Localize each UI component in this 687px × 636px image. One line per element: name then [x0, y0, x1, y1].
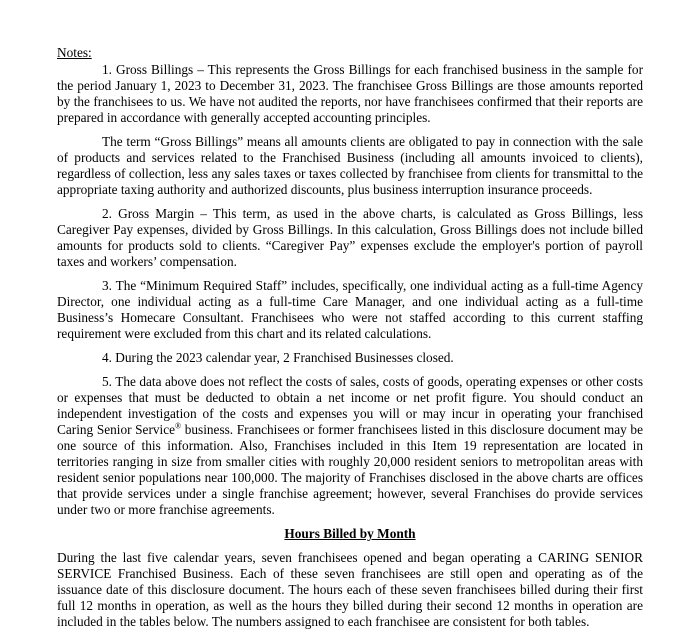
- gross-billings-definition-paragraph: The term “Gross Billings” means all amounts clients are obligated to pay in connection with the sale of products and services related to the Franchised Business (including all amounts invoiced to clients), regardless of collection, less any sales taxes or taxes collected by franchisee from clients for transmittal to the appropriate taxing authority and authorized discounts, plus business interruption insurance proceeds.: [57, 134, 643, 197]
- note-4-paragraph: 4. During the 2023 calendar year, 2 Franchised Businesses closed.: [102, 350, 454, 365]
- hours-billed-paragraph: During the last five calendar years, seven franchisees opened and began operating a CARING SENIOR SERVICE Franchised Business. Each of these seven franchisees are still open and operating as of the issuance date of this disclosure document. The hours each of these seven franchisees billed during their first full 12 months in operation, as well as the hours they billed during their second 12 months in operation are included in the tables below. The numbers assigned to each franchisee are consistent for both tables.: [57, 550, 643, 629]
- note-2-paragraph: 2. Gross Margin – This term, as used in the above charts, is calculated as Gross Billings, less Caregiver Pay expenses, divided by Gross Billings. In this calculation, Gross Billings does not include billed amounts for products sold to clients. “Caregiver Pay” expenses exclude the employer's portion of payroll taxes and workers’ compensation.: [57, 206, 643, 269]
- document-page: [57, 45, 643, 630]
- note-5-text-end: business. Franchisees or former franchisees listed in this disclosure document may be one source of this information. Also, Franchises included in this Item 19 representation are located in territories ranging in size from smaller cities with roughly 20,000 resident seniors to metropolitan areas with resident senior populations near 100,000. The majority of Franchises disclosed in the above charts are offices that provide services under a single franchise agreement; however, several Franchises do provide services under two or more franchise agreements.: [57, 422, 643, 517]
- note-5-text-start: 5. The data above does not reflect the costs of sales, costs of goods, operating expenses or other costs or expenses that must be deducted to obtain a net income or net profit figure. You should conduct an independent investigation of the costs and expenses you will or may incur in operating your franchised Caring Senior Service: [57, 374, 643, 437]
- hours-billed-heading: Hours Billed by Month: [284, 526, 416, 541]
- note-1-paragraph: 1. Gross Billings – This represents the Gross Billings for each franchised business in the sample for the period January 1, 2023 to December 31, 2023. The franchisee Gross Billings are those amounts reported by the franchisees to us. We have not audited the reports, nor have franchisees confirmed that their reports are prepared in accordance with generally accepted accounting principles.: [57, 62, 643, 125]
- notes-heading: Notes:: [57, 45, 92, 60]
- note-3-paragraph: 3. The “Minimum Required Staff” includes, specifically, one individual acting as a full-time Agency Director, one individual acting as a full-time Care Manager, and one individual acting as a full-time Business’s Homecare Consultant. Franchisees who were not staffed according to this current staffing requirement were excluded from this chart and its related calculations.: [57, 278, 643, 341]
- note-5-paragraph: [57, 374, 643, 518]
- registered-mark: ®: [175, 421, 182, 431]
